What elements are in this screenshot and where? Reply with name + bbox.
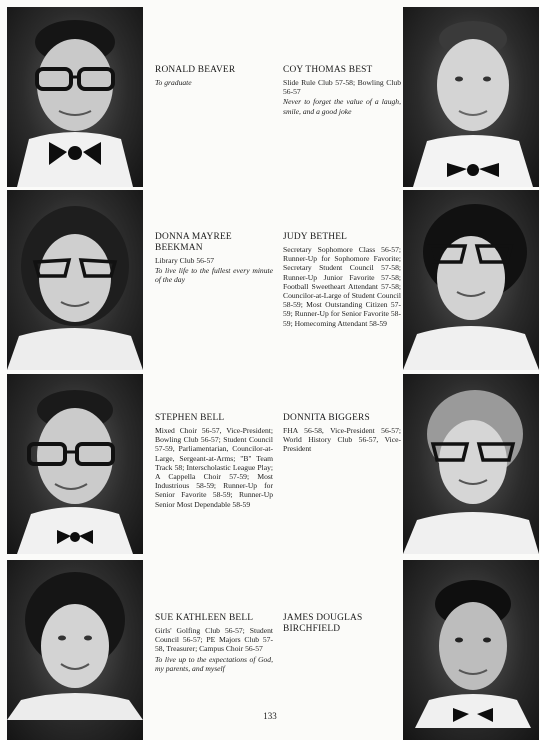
- student-photo-judy-bethel: [403, 190, 539, 370]
- student-motto: To graduate: [155, 78, 192, 87]
- student-entry-donnita-biggers: [283, 413, 401, 454]
- student-entry-donna-mayree-beekman: [155, 232, 273, 285]
- student-entry-stephen-bell: [155, 413, 273, 509]
- student-activities: Library Club 56-57: [155, 256, 215, 265]
- student-activities: Slide Rule Club 57-58; Bowling Club 56-57: [283, 78, 401, 97]
- student-motto: To live life to the fullest every minute of the day: [155, 266, 273, 285]
- student-entry-sue-kathleen-bell: [155, 613, 273, 673]
- portrait-boy-glasses-icon: [7, 374, 143, 554]
- student-entry-coy-thomas-best: [283, 65, 401, 116]
- student-photo-donna-mayree-beekman: [7, 190, 143, 370]
- student-motto: To live up to the expectations of God, my parents, and myself: [155, 654, 273, 673]
- student-name: COY THOMAS BEST: [283, 65, 373, 75]
- student-photo-coy-thomas-best: [403, 7, 539, 187]
- student-name: SUE KATHLEEN BELL: [155, 613, 254, 623]
- portrait-girl-icon: [7, 560, 143, 720]
- portrait-boy-glasses-icon: [7, 7, 143, 187]
- student-name: STEPHEN BELL: [155, 413, 225, 423]
- student-photo-ronald-beaver: [7, 7, 143, 187]
- student-name: RONALD BEAVER: [155, 65, 236, 75]
- portrait-boy-icon: [403, 560, 539, 728]
- student-entry-ronald-beaver: [155, 65, 273, 87]
- student-activities: Mixed Choir 56-57, Vice-President; Bowling Club 56-57; Student Council 57-59, Parliamentarian, Councilor-at-Large, Sergeant-at-Arms; "B" Team Track 58; Interscholastic League Play; A Cappella Choir 57-59; Most Industrious 58-59; Runner-Up for Senior Favorite 58-59; Runner-Up Senior Most Dependable 58-59: [155, 426, 273, 509]
- student-name: JAMES DOUGLAS BIRCHFIELD: [283, 613, 363, 634]
- student-name: DONNITA BIGGERS: [283, 413, 370, 423]
- student-entry-judy-bethel: [283, 232, 401, 328]
- student-activities: Secretary Sophomore Class 56-57; Runner-Up for Sophomore Favorite; Secretary Student Council 57-58; Runner-Up Junior Favorite 57-58; Football Sweetheart Attendant 57-58; Councilor-at-Large of Student Council 58-59; Most Outstanding Citizen 57-59; Runner-Up for Senior Favorite 58-59; Homecoming Attendant 58-59: [283, 245, 401, 328]
- student-entry-james-douglas-birchfield: [283, 613, 401, 637]
- student-name: JUDY BETHEL: [283, 232, 348, 242]
- student-photo-donnita-biggers: [403, 374, 539, 554]
- portrait-girl-glasses-icon: [7, 190, 143, 370]
- portrait-boy-icon: [403, 7, 539, 187]
- student-motto: Never to forget the value of a laugh, smile, and a good joke: [283, 97, 401, 116]
- portrait-girl-glasses-icon: [403, 190, 539, 370]
- page-number: 133: [263, 711, 277, 721]
- student-activities: FHA 56-58, Vice-President 56-57; World History Club 56-57, Vice-President: [283, 426, 401, 454]
- student-photo-stephen-bell: [7, 374, 143, 554]
- student-name: DONNA MAYREE BEEKMAN: [155, 232, 232, 253]
- student-activities: Girls' Golfing Club 56-57; Student Council 56-57; PE Majors Club 57-58, Treasurer; Campus Choir 56-57: [155, 626, 273, 654]
- portrait-girl-glasses-icon: [403, 374, 539, 554]
